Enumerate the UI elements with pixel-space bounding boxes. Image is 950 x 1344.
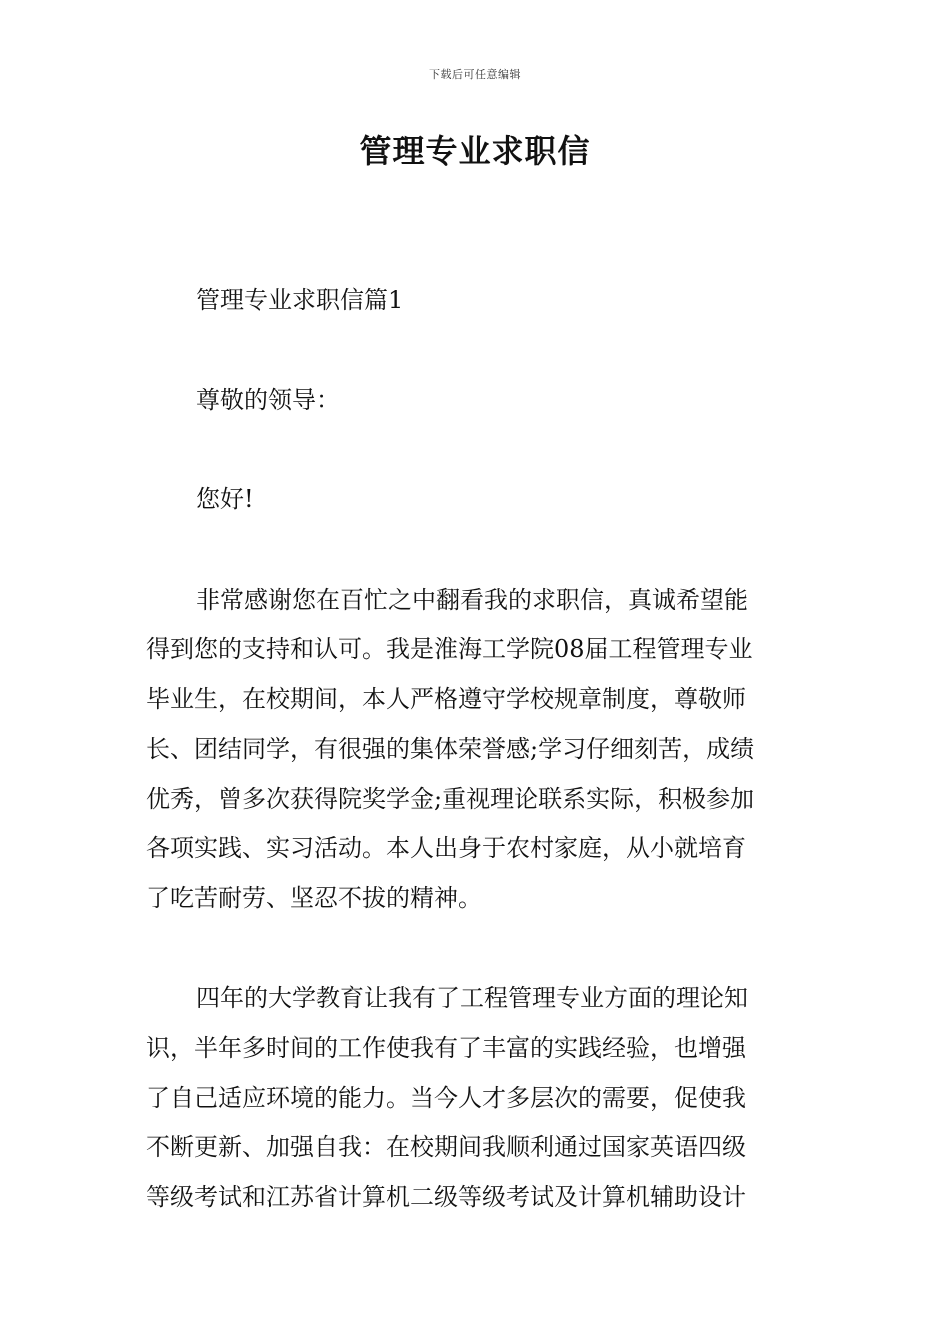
section-heading: 管理专业求职信篇1 [196, 286, 404, 314]
document-title: 管理专业求职信 [359, 132, 591, 170]
paragraph-line: 识，半年多时间的工作使我有了丰富的实践经验，也增强 [146, 1034, 746, 1062]
paragraph-line: 得到您的支持和认可。我是淮海工学院08届工程管理专业 [146, 635, 753, 663]
paragraph-line: 四年的大学教育让我有了工程管理专业方面的理论知 [196, 984, 748, 1012]
paragraph-line: 优秀，曾多次获得院奖学金;重视理论联系实际，积极参加 [146, 785, 755, 813]
salutation: 尊敬的领导： [196, 386, 340, 414]
header-note: 下载后可任意编辑 [429, 68, 521, 81]
paragraph-line: 不断更新、加强自我：在校期间我顺利通过国家英语四级 [146, 1133, 746, 1161]
paragraph-line: 长、团结同学，有很强的集体荣誉感;学习仔细刻苦，成绩 [146, 735, 755, 763]
paragraph-line: 各项实践、实习活动。本人出身于农村家庭，从小就培育 [146, 834, 746, 862]
greeting: 您好! [196, 485, 254, 513]
paragraph-line: 非常感谢您在百忙之中翻看我的求职信，真诚希望能 [196, 586, 748, 614]
paragraph-line: 了自己适应环境的能力。当今人才多层次的需要，促使我 [146, 1084, 746, 1112]
paragraph-line: 了吃苦耐劳、坚忍不拔的精神。 [146, 884, 482, 912]
paragraph-line: 毕业生，在校期间，本人严格遵守学校规章制度，尊敬师 [146, 685, 746, 713]
paragraph-line: 等级考试和江苏省计算机二级等级考试及计算机辅助设计 [146, 1183, 746, 1211]
